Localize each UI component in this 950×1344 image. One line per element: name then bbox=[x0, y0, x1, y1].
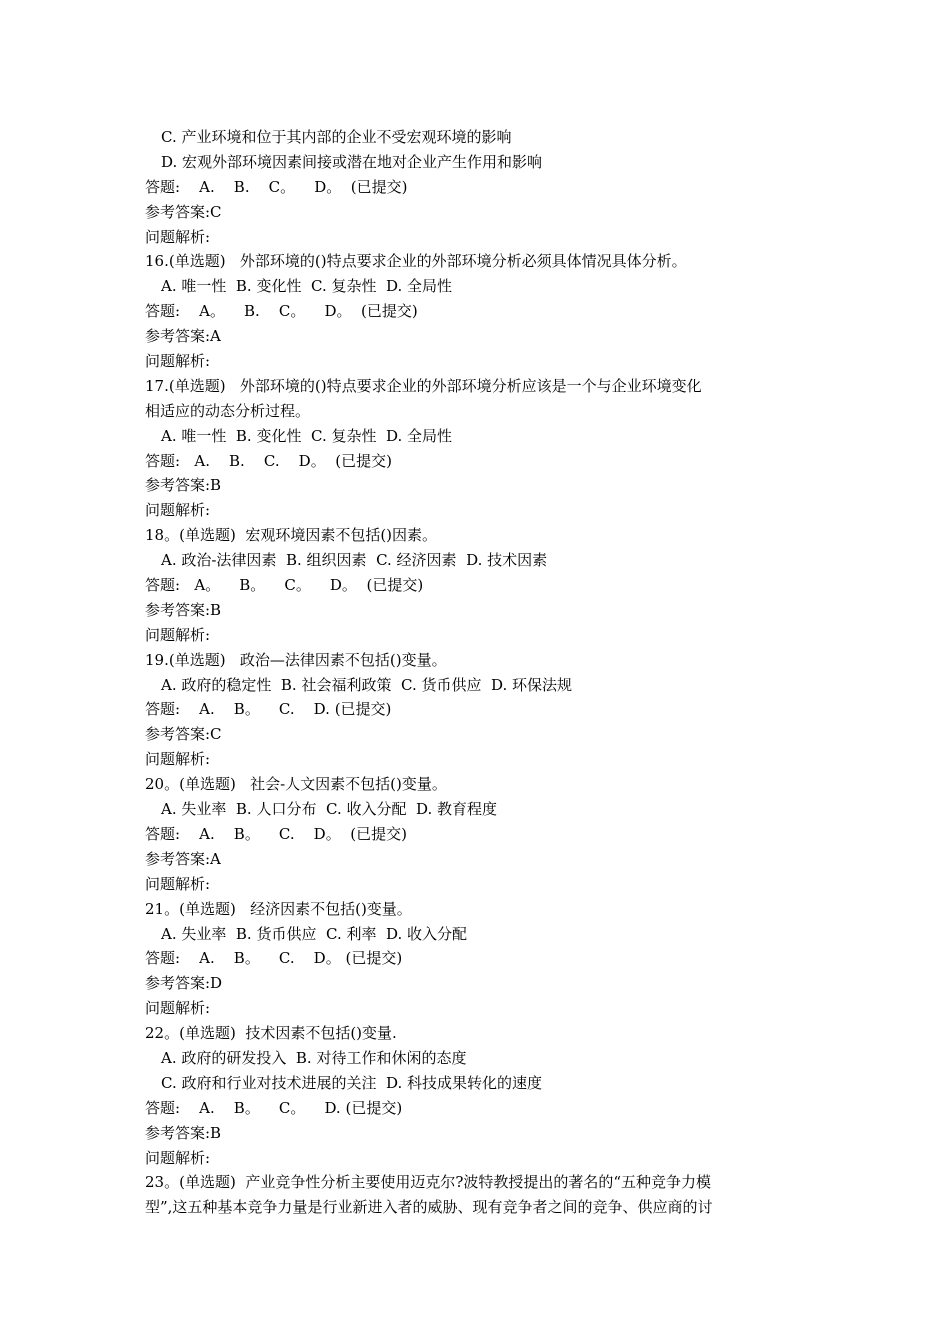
text-line: 参考答案:D bbox=[145, 974, 223, 993]
text-line: 问题解析: bbox=[145, 999, 211, 1018]
text-line: 参考答案:B bbox=[145, 476, 222, 495]
text-line: D. 宏观外部环境因素间接或潜在地对企业产生作用和影响 bbox=[161, 152, 543, 171]
text-line: A. 失业率 B. 货币供应 C. 利率 D. 收入分配 bbox=[161, 924, 468, 943]
text-line: A. 政府的研发投入 B. 对待工作和休闲的态度 bbox=[161, 1048, 467, 1067]
text-line: 答题: A. B。 C. D. (已提交) bbox=[145, 700, 392, 719]
text-line: 答题: A. B。 C. D。 (已提交) bbox=[145, 824, 407, 843]
text-line: 17.(单选题) 外部环境的()特点要求企业的外部环境分析应该是一个与企业环境变化 bbox=[145, 376, 702, 395]
text-line: 参考答案:A bbox=[145, 327, 221, 346]
text-line: 答题: A。 B. C。 D。 (已提交) bbox=[145, 302, 418, 321]
text-line: C. 政府和行业对技术进展的关注 D. 科技成果转化的速度 bbox=[161, 1073, 543, 1092]
text-line: 问题解析: bbox=[145, 1148, 211, 1167]
text-line: 参考答案:C bbox=[145, 725, 222, 744]
text-line: 23。(单选题) 产业竞争性分析主要使用迈克尔?波特教授提出的著名的“五种竞争力模 bbox=[145, 1173, 712, 1192]
text-line: 16.(单选题) 外部环境的()特点要求企业的外部环境分析必须具体情况具体分析。 bbox=[145, 252, 687, 271]
text-line: A. 唯一性 B. 变化性 C. 复杂性 D. 全局性 bbox=[161, 277, 453, 296]
text-line: 问题解析: bbox=[145, 625, 211, 644]
text-line: 18。(单选题) 宏观环境因素不包括()因素。 bbox=[145, 526, 438, 545]
text-line: 答题: A. B。 C。 D. (已提交) bbox=[145, 1098, 403, 1117]
text-line: 答题: A. B. C. D。 (已提交) bbox=[145, 451, 392, 470]
text-line: C. 产业环境和位于其内部的企业不受宏观环境的影响 bbox=[161, 128, 512, 146]
text-line: 答题: A. B. C。 D。 (已提交) bbox=[145, 177, 408, 196]
text-line: 答题: A. B。 C. D。 (已提交) bbox=[145, 949, 403, 968]
text-line: 22。(单选题) 技术因素不包括()变量. bbox=[145, 1024, 397, 1043]
text-line: 20。(单选题) 社会-人文因素不包括()变量。 bbox=[145, 775, 447, 794]
text-line: A. 失业率 B. 人口分布 C. 收入分配 D. 教育程度 bbox=[161, 800, 498, 819]
text-line: 相适应的动态分析过程。 bbox=[145, 401, 311, 420]
text-line: A. 唯一性 B. 变化性 C. 复杂性 D. 全局性 bbox=[161, 426, 453, 445]
text-line: 参考答案:B bbox=[145, 1123, 222, 1142]
text-line: A. 政治-法律因素 B. 组织因素 C. 经济因素 D. 技术因素 bbox=[161, 551, 548, 570]
text-line: 型”,这五种基本竞争力量是行业新进入者的威胁、现有竞争者之间的竞争、供应商的讨 bbox=[145, 1198, 713, 1217]
text-line: 参考答案:A bbox=[145, 849, 221, 868]
text-line: 答题: A。 B。 C。 D。 (已提交) bbox=[145, 576, 424, 595]
text-line: 问题解析: bbox=[145, 750, 211, 769]
text-line: 21。(单选题) 经济因素不包括()变量。 bbox=[145, 899, 412, 918]
text-line: 问题解析: bbox=[145, 874, 211, 893]
text-line: A. 政府的稳定性 B. 社会福利政策 C. 货币供应 D. 环保法规 bbox=[161, 675, 573, 694]
document-page bbox=[145, 125, 825, 1220]
text-line: 参考答案:B bbox=[145, 600, 222, 619]
text-line: 问题解析: bbox=[145, 352, 211, 371]
text-line: 参考答案:C bbox=[145, 202, 222, 221]
text-line: 问题解析: bbox=[145, 227, 211, 246]
text-line: 19.(单选题) 政治—法律因素不包括()变量。 bbox=[145, 650, 447, 669]
text-line: 问题解析: bbox=[145, 501, 211, 520]
